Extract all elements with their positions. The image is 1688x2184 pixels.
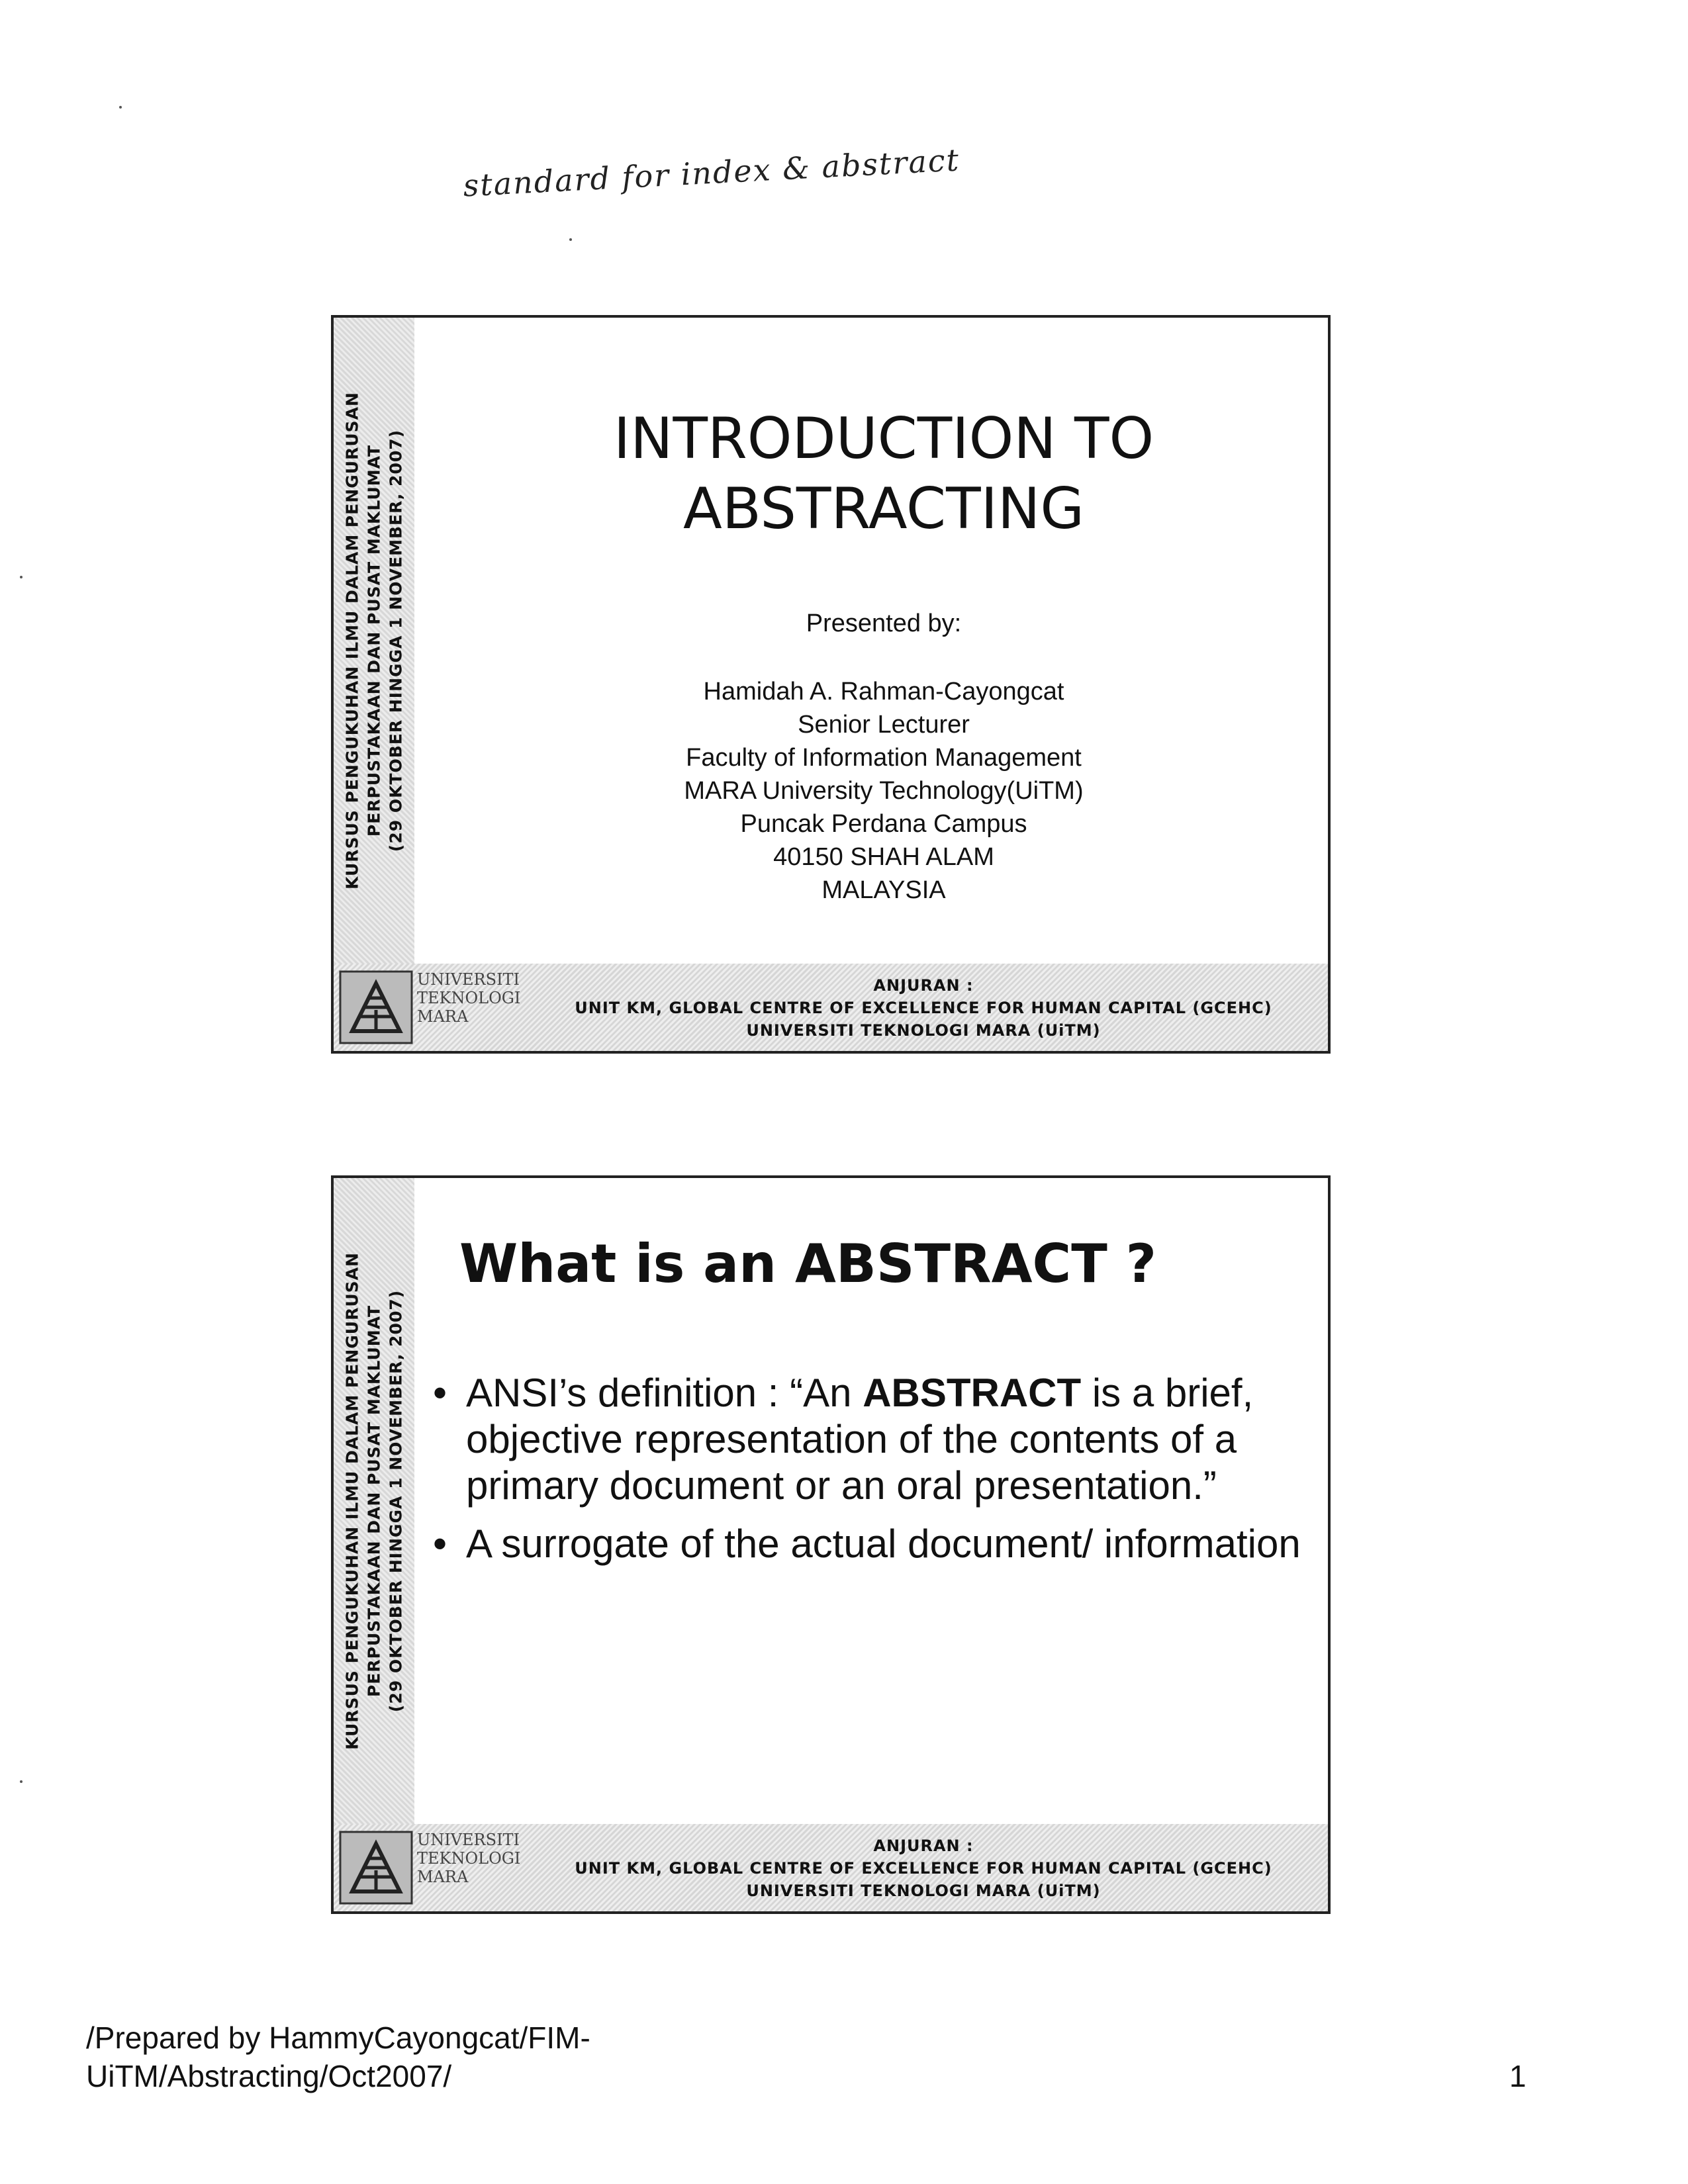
university-wordmark-line-1: UNIVERSITI	[417, 970, 520, 989]
bullet-item	[426, 1521, 1308, 1567]
scan-speck	[569, 238, 572, 241]
author-name: Hamidah A. Rahman-Cayongcat	[703, 678, 1064, 705]
handwritten-note: standard for index & abstract	[462, 142, 961, 204]
author-block	[466, 675, 1301, 907]
sidebar-line-1: KURSUS PENGUKUHAN ILMU DALAM PENGURUSAN	[342, 1252, 362, 1750]
author-university: MARA University Technology(UiTM)	[684, 777, 1084, 805]
definition-text-start: ANSI’s definition : “An	[466, 1371, 863, 1415]
scan-speck	[119, 106, 122, 109]
prepared-by-line-1: /Prepared by HammyCayongcat/FIM-	[86, 2021, 590, 2055]
slide-title-line-2: ABSTRACTING	[683, 476, 1084, 542]
author-campus: Puncak Perdana Campus	[740, 810, 1027, 838]
author-position: Senior Lecturer	[798, 711, 970, 739]
university-wordmark-line-3: MARA	[417, 1007, 469, 1026]
presented-by-label: Presented by:	[806, 610, 962, 637]
sidebar-line-3: (29 OKTOBER HINGGA 1 NOVEMBER, 2007)	[386, 429, 406, 852]
uitm-logo-icon	[339, 970, 413, 1044]
author-faculty: Faculty of Information Management	[686, 744, 1082, 772]
university-wordmark	[417, 1831, 523, 1886]
university-wordmark-line-2: TEKNOLOGI	[417, 1849, 521, 1868]
slide-title-line-1: INTRODUCTION TO	[613, 406, 1154, 472]
slide-title: What is an ABSTRACT ?	[459, 1233, 1157, 1295]
sidebar-line-2: PERPUSTAKAAN DAN PUSAT MAKLUMAT	[364, 1304, 384, 1698]
organizer-university: UNIVERSITI TEKNOLOGI MARA (UiTM)	[746, 1021, 1101, 1040]
sidebar-line-3: (29 OKTOBER HINGGA 1 NOVEMBER, 2007)	[386, 1289, 406, 1713]
scan-speck	[20, 1780, 23, 1783]
bullet-icon: •	[433, 1522, 447, 1566]
prepared-by-footer	[86, 2019, 590, 2095]
slide-what-is-abstract	[331, 1175, 1331, 1914]
author-country: MALAYSIA	[821, 876, 946, 904]
university-wordmark-line-3: MARA	[417, 1868, 469, 1886]
definition-text-end: is a brief, objective representation of the contents of a primary document or an oral presentation.”	[466, 1371, 1254, 1508]
sidebar-course-text	[342, 336, 407, 945]
university-wordmark	[417, 970, 523, 1026]
sidebar-course-text	[342, 1197, 407, 1805]
bullet-list	[426, 1370, 1308, 1579]
university-wordmark-line-2: TEKNOLOGI	[417, 989, 521, 1007]
organizer-university: UNIVERSITI TEKNOLOGI MARA (UiTM)	[746, 1882, 1101, 1900]
sidebar-line-2: PERPUSTAKAAN DAN PUSAT MAKLUMAT	[364, 444, 384, 837]
sidebar-line-1: KURSUS PENGUKUHAN ILMU DALAM PENGURUSAN	[342, 392, 362, 889]
slide-introduction	[331, 315, 1331, 1054]
bullet-icon: •	[433, 1371, 447, 1415]
author-postcode-city: 40150 SHAH ALAM	[773, 843, 994, 871]
slide-title	[466, 404, 1301, 544]
slide-sidebar	[334, 1178, 414, 1824]
organizer-text	[532, 1835, 1315, 1902]
organizer-unit: UNIT KM, GLOBAL CENTRE OF EXCELLENCE FOR HUMAN CAPITAL (GCEHC)	[575, 999, 1272, 1017]
slide-sidebar	[334, 318, 414, 964]
slide-footer	[334, 1824, 1328, 1911]
organizer-label: ANJURAN :	[873, 1837, 974, 1855]
slide-footer	[334, 964, 1328, 1051]
organizer-text	[532, 974, 1315, 1042]
surrogate-text: A surrogate of the actual document/ information	[466, 1522, 1301, 1566]
prepared-by-line-2: UiTM/Abstracting/Oct2007/	[86, 2059, 452, 2093]
definition-emphasis: ABSTRACT	[863, 1371, 1082, 1415]
page-number: 1	[1509, 2059, 1526, 2093]
bullet-item	[426, 1370, 1308, 1509]
university-wordmark-line-1: UNIVERSITI	[417, 1831, 520, 1849]
uitm-logo-icon	[339, 1831, 413, 1905]
scan-speck	[20, 576, 23, 578]
organizer-label: ANJURAN :	[873, 976, 974, 995]
organizer-unit: UNIT KM, GLOBAL CENTRE OF EXCELLENCE FOR HUMAN CAPITAL (GCEHC)	[575, 1859, 1272, 1878]
